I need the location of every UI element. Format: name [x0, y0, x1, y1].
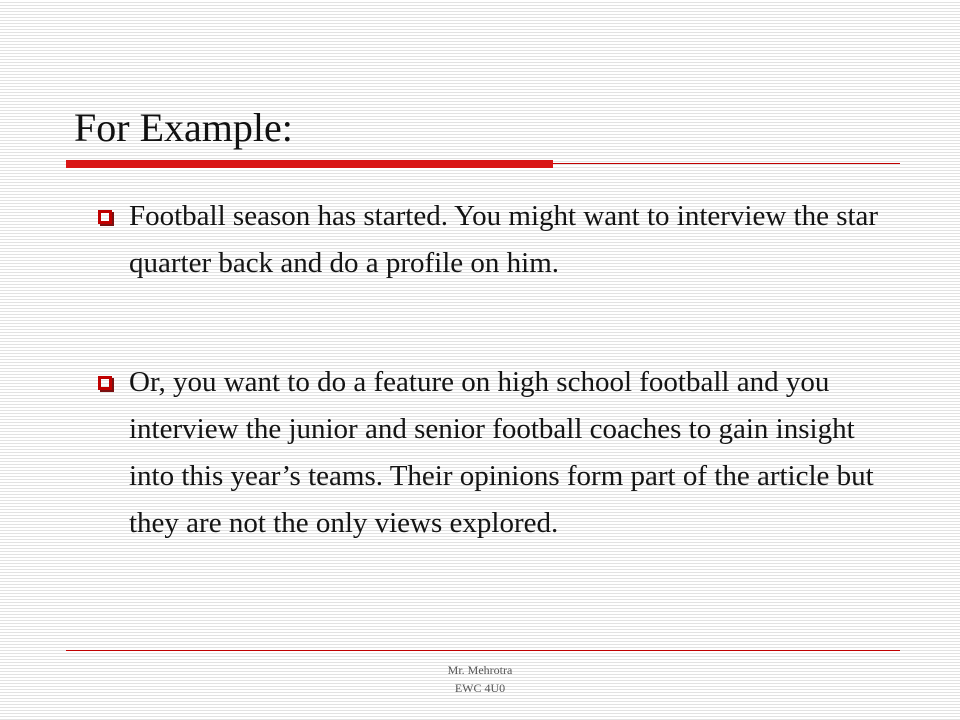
footer-course-code: EWC 4U0 — [454, 681, 506, 695]
bullet-text: Football season has started. You might want to interview the star quarter back and do a profile on him. — [129, 200, 879, 279]
footer — [0, 661, 960, 697]
square-bullet-icon — [98, 210, 112, 224]
title-divider-thick — [66, 160, 553, 168]
bullet-text: Or, you want to do a feature on high school football and you interview the junior and senior football coaches to gain insight into this year’s teams. Their opinions form part of the article but they are not the only views explored. — [129, 366, 874, 539]
slide-title: For Example: — [74, 105, 293, 150]
footer-divider — [66, 650, 900, 651]
square-bullet-icon — [98, 376, 112, 390]
footer-author: Mr. Mehrotra — [447, 663, 513, 677]
